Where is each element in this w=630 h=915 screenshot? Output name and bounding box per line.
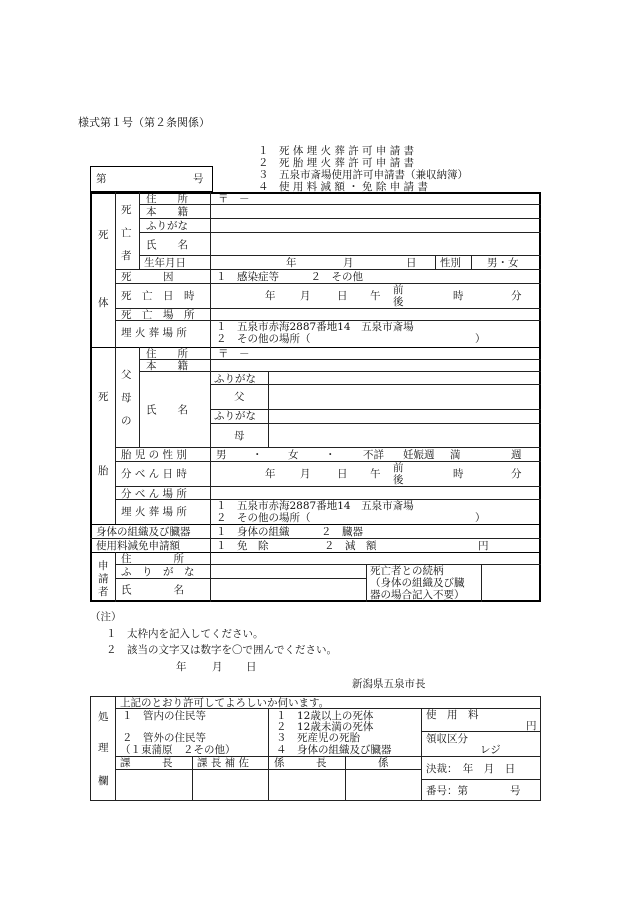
date-year: 年 bbox=[176, 661, 187, 673]
processing-label-3: 欄 bbox=[98, 775, 109, 787]
shitai-label-2: 体 bbox=[98, 297, 109, 309]
applicant-label-3: 者 bbox=[98, 586, 109, 598]
type-option-2[interactable]: ２ 12歳未満の死体 bbox=[276, 721, 374, 733]
honseki-label: 本 籍 bbox=[146, 206, 188, 218]
fetal-crem-option-2[interactable]: ２ その他の場所（ bbox=[216, 512, 311, 524]
gestation-week: 週 bbox=[511, 449, 522, 461]
staff-deputy-chief: 課 長 補 佐 bbox=[197, 757, 250, 769]
parent-address-postal[interactable]: 〒 － bbox=[218, 348, 250, 360]
death-zen[interactable]: 前 bbox=[393, 284, 404, 296]
reduction-label: 使用料減免申請額 bbox=[96, 540, 180, 552]
death-month: 月 bbox=[300, 290, 311, 302]
name-label: 氏 名 bbox=[146, 239, 188, 251]
cause-label: 死 因 bbox=[121, 271, 174, 283]
fetus-sex-dot-1: ・ bbox=[252, 449, 263, 461]
applicant-label-2: 請 bbox=[98, 573, 109, 585]
fetal-day: 日 bbox=[337, 468, 348, 480]
processing-label-2: 理 bbox=[98, 742, 109, 754]
fetus-sex-dot-2: ・ bbox=[325, 449, 336, 461]
reduction-yen: 円 bbox=[478, 540, 489, 552]
type-option-1[interactable]: １ 12歳以上の死体 bbox=[276, 710, 374, 722]
number-go: 号 bbox=[193, 173, 204, 185]
parent-address-label: 住 所 bbox=[146, 348, 188, 360]
birth-label: 生年月日 bbox=[144, 257, 186, 269]
addressee: 新潟県五泉市長 bbox=[352, 678, 426, 690]
relation-label-2: （身体の組織及び臓 bbox=[370, 577, 465, 589]
organs-label: 身体の組織及び臓器 bbox=[96, 526, 191, 538]
deceased-label-3: 者 bbox=[121, 250, 132, 262]
applicant-name-label: 氏 名 bbox=[121, 584, 184, 596]
birth-day: 日 bbox=[406, 257, 417, 269]
fee-label: 使 用 料 bbox=[426, 709, 479, 721]
processing-number: 番号：第 号 bbox=[426, 785, 521, 797]
reduction-exempt[interactable]: １ 免 除 bbox=[216, 540, 269, 552]
fetal-month: 月 bbox=[300, 468, 311, 480]
fetal-crem-option-1[interactable]: １ 五泉市赤海2887番地14 五泉市斎場 bbox=[216, 500, 414, 512]
crem-option-2[interactable]: ２ その他の場所（ bbox=[216, 333, 311, 345]
processing-message: 上記のとおり許可してよろしいか伺います。 bbox=[120, 697, 330, 709]
mother-label: 母 bbox=[234, 430, 245, 442]
fetal-label-2: 胎 bbox=[98, 465, 109, 477]
death-time-label: 死 亡 日 時 bbox=[121, 290, 195, 302]
fetal-fun: 分 bbox=[511, 468, 522, 480]
father-label: 父 bbox=[234, 391, 245, 403]
fetal-gozen: 午 bbox=[370, 468, 381, 480]
applicant-furigana-label: ふ り が な bbox=[121, 566, 195, 578]
applicant-label-1: 申 bbox=[98, 560, 109, 572]
birth-year: 年 bbox=[286, 257, 297, 269]
mother-furigana-label: ふりがな bbox=[214, 410, 256, 422]
gestation-label: 妊娠週 bbox=[403, 449, 435, 461]
death-gozen: 午 bbox=[370, 290, 381, 302]
title-2: ２ 死 胎 埋 火 葬 許 可 申 請 書 bbox=[258, 157, 415, 169]
location-option-2[interactable]: ２ 管外の住民等 bbox=[122, 732, 206, 744]
type-option-4[interactable]: ４ 身体の組織及び臓器 bbox=[276, 744, 392, 756]
sex-label: 性別 bbox=[440, 257, 461, 269]
parent-name-label: 氏 名 bbox=[146, 404, 188, 416]
fetal-zen[interactable]: 前 bbox=[393, 462, 404, 474]
parents-label-2: 母 bbox=[121, 392, 132, 404]
applicant-address-label: 住 所 bbox=[121, 553, 184, 565]
death-year: 年 bbox=[265, 290, 276, 302]
note-2: ２ 該当の文字又は数字を〇で囲んでください。 bbox=[106, 644, 337, 656]
staff-clerk: 係 bbox=[378, 757, 389, 769]
address-label: 住 所 bbox=[146, 193, 188, 205]
gestation-full: 満 bbox=[450, 449, 461, 461]
parents-label-1: 父 bbox=[121, 369, 132, 381]
shitai-label-1: 死 bbox=[98, 229, 109, 241]
organs-options[interactable]: １ 身体の組織 ２ 臓器 bbox=[216, 526, 363, 538]
relation-label-3: 器の場合記入不要） bbox=[370, 589, 465, 601]
death-day: 日 bbox=[337, 290, 348, 302]
fetal-go[interactable]: 後 bbox=[393, 474, 404, 486]
parents-label-3: の bbox=[121, 415, 132, 427]
receipt-register[interactable]: レジ bbox=[480, 744, 501, 756]
cause-options[interactable]: １ 感染症等 ２ その他 bbox=[216, 271, 363, 283]
furigana-label: ふりがな bbox=[146, 220, 188, 232]
title-4: ４ 使 用 料 減 額 ・ 免 除 申 請 書 bbox=[258, 181, 428, 193]
location-option-1[interactable]: １ 管内の住民等 bbox=[122, 710, 206, 722]
crem-place-label: 埋 火 葬 場 所 bbox=[121, 327, 187, 339]
fetal-ji: 時 bbox=[453, 468, 464, 480]
fetal-crem-close-paren: ） bbox=[475, 512, 486, 524]
fetal-crem-place-label: 埋 火 葬 場 所 bbox=[121, 506, 187, 518]
deceased-label-2: 亡 bbox=[121, 227, 132, 239]
death-fun: 分 bbox=[511, 290, 522, 302]
fee-yen: 円 bbox=[526, 720, 537, 732]
crem-close-paren: ） bbox=[475, 333, 486, 345]
birth-place-label: 分 べ ん 場 所 bbox=[121, 488, 187, 500]
fetus-sex-label: 胎 児 の 性 別 bbox=[121, 449, 187, 461]
processing-label-1: 処 bbox=[98, 711, 109, 723]
title-3: ３ 五泉市斎場使用許可申請書（兼収納簿） bbox=[258, 169, 468, 181]
receipt-label: 領収区分 bbox=[426, 733, 468, 745]
decision-date: 決裁： 年 月 日 bbox=[426, 763, 516, 775]
sex-options[interactable]: 男・女 bbox=[487, 257, 519, 269]
crem-option-1[interactable]: １ 五泉市赤海2887番地14 五泉市斎場 bbox=[216, 321, 414, 333]
death-go[interactable]: 後 bbox=[393, 296, 404, 308]
fetus-sex-unknown[interactable]: 不詳 bbox=[363, 449, 384, 461]
staff-section-chief: 課 長 bbox=[120, 757, 173, 769]
fetus-sex-male[interactable]: 男 bbox=[216, 449, 227, 461]
location-option-2-sub[interactable]: （１東蒲原 ２その他） bbox=[120, 744, 236, 756]
reduction-reduce[interactable]: ２ 減 額 bbox=[324, 540, 377, 552]
death-ji: 時 bbox=[453, 290, 464, 302]
death-place-label: 死 亡 場 所 bbox=[121, 309, 195, 321]
form-number: 様式第１号（第２条関係） bbox=[78, 116, 210, 129]
address-postal[interactable]: 〒 － bbox=[218, 193, 250, 205]
title-1: １ 死 体 埋 火 葬 許 可 申 請 書 bbox=[258, 145, 415, 157]
fetal-year: 年 bbox=[265, 468, 276, 480]
fetus-sex-female[interactable]: 女 bbox=[288, 449, 299, 461]
deceased-label-1: 死 bbox=[121, 204, 132, 216]
father-furigana-label: ふりがな bbox=[214, 373, 256, 385]
birth-month: 月 bbox=[343, 257, 354, 269]
staff-unit-chief: 係 長 bbox=[274, 757, 327, 769]
date-day: 日 bbox=[246, 661, 257, 673]
notes-head: （注） bbox=[90, 611, 122, 623]
note-1: １ 太枠内を記入してください。 bbox=[106, 628, 264, 640]
type-option-3[interactable]: ３ 死産児の死胎 bbox=[276, 732, 360, 744]
date-month: 月 bbox=[212, 661, 223, 673]
number-dai: 第 bbox=[96, 173, 107, 185]
relation-label-1: 死亡者との続柄 bbox=[370, 565, 444, 577]
fetal-label-1: 死 bbox=[98, 391, 109, 403]
birth-time-label: 分 べ ん 日 時 bbox=[121, 468, 187, 480]
parent-honseki-label: 本 籍 bbox=[146, 360, 188, 372]
